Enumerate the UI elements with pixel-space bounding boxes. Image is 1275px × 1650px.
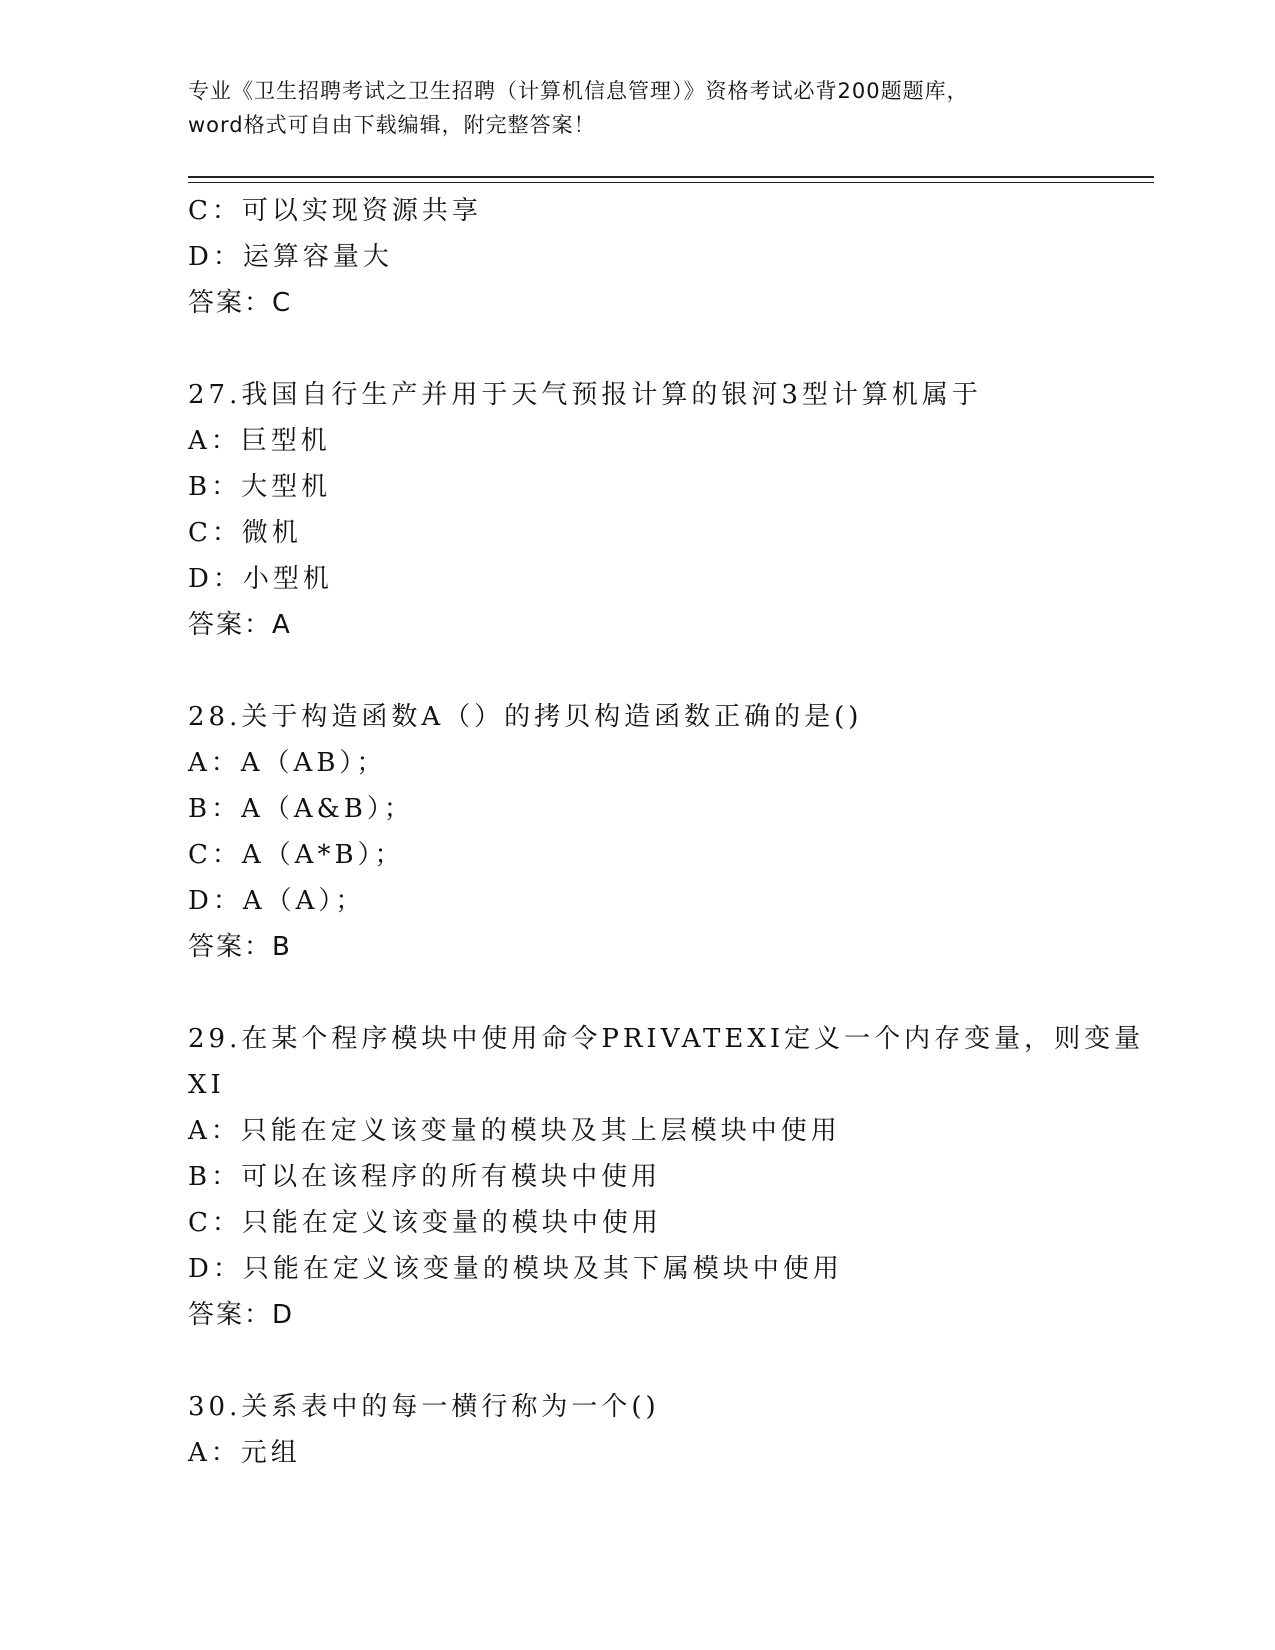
question-text-line-2: XI xyxy=(188,1070,225,1100)
header-line-1: 专业《卫生招聘考试之卫生招聘（计算机信息管理）》资格考试必背200题题库， xyxy=(188,79,969,103)
answer-line: 答案：B xyxy=(188,932,292,962)
option-d: D：运算容量大 xyxy=(188,242,393,272)
option-a: A：A（AB）； xyxy=(188,748,387,778)
question-27 xyxy=(188,372,1108,648)
option-c: C：A（A*B）； xyxy=(188,840,405,870)
spacer xyxy=(188,1338,1108,1384)
answer-line: 答案：C xyxy=(188,288,293,318)
header-divider-thick xyxy=(188,176,1154,178)
question-29 xyxy=(188,1016,1145,1338)
previous-question-tail xyxy=(188,188,1108,326)
question-28 xyxy=(188,694,1108,970)
option-d: D：只能在定义该变量的模块及其下属模块中使用 xyxy=(188,1254,843,1284)
option-d: D：小型机 xyxy=(188,564,333,594)
spacer xyxy=(188,648,1108,694)
question-list xyxy=(188,188,1145,1476)
question-text-line-1: 29.在某个程序模块中使用命令PRIVATEXI定义一个内存变量，则变量 xyxy=(188,1024,1145,1054)
option-a: A：巨型机 xyxy=(188,426,331,456)
option-a: A：只能在定义该变量的模块及其上层模块中使用 xyxy=(188,1116,841,1146)
spacer xyxy=(188,970,1108,1016)
question-text: 28.关于构造函数A（）的拷贝构造函数正确的是() xyxy=(188,702,863,732)
spacer xyxy=(188,326,1108,372)
header-divider-thin xyxy=(188,182,1154,183)
answer-line: 答案：A xyxy=(188,610,292,640)
answer-line: 答案：D xyxy=(188,1300,295,1330)
question-text: 30.关系表中的每一横行称为一个() xyxy=(188,1392,660,1422)
option-c: C：可以实现资源共享 xyxy=(188,196,482,226)
option-d: D：A（A）； xyxy=(188,886,366,916)
option-b: B：A（A&B）； xyxy=(188,794,414,824)
question-text: 27.我国自行生产并用于天气预报计算的银河3型计算机属于 xyxy=(188,380,982,410)
option-c: C：只能在定义该变量的模块中使用 xyxy=(188,1208,662,1238)
option-c: C：微机 xyxy=(188,518,302,548)
option-b: B：大型机 xyxy=(188,472,332,502)
document-header xyxy=(188,74,1088,142)
option-b: B：可以在该程序的所有模块中使用 xyxy=(188,1162,662,1192)
question-30 xyxy=(188,1384,1108,1476)
header-line-2: word格式可自由下载编辑，附完整答案！ xyxy=(188,113,596,137)
option-a: A：元组 xyxy=(188,1438,301,1468)
